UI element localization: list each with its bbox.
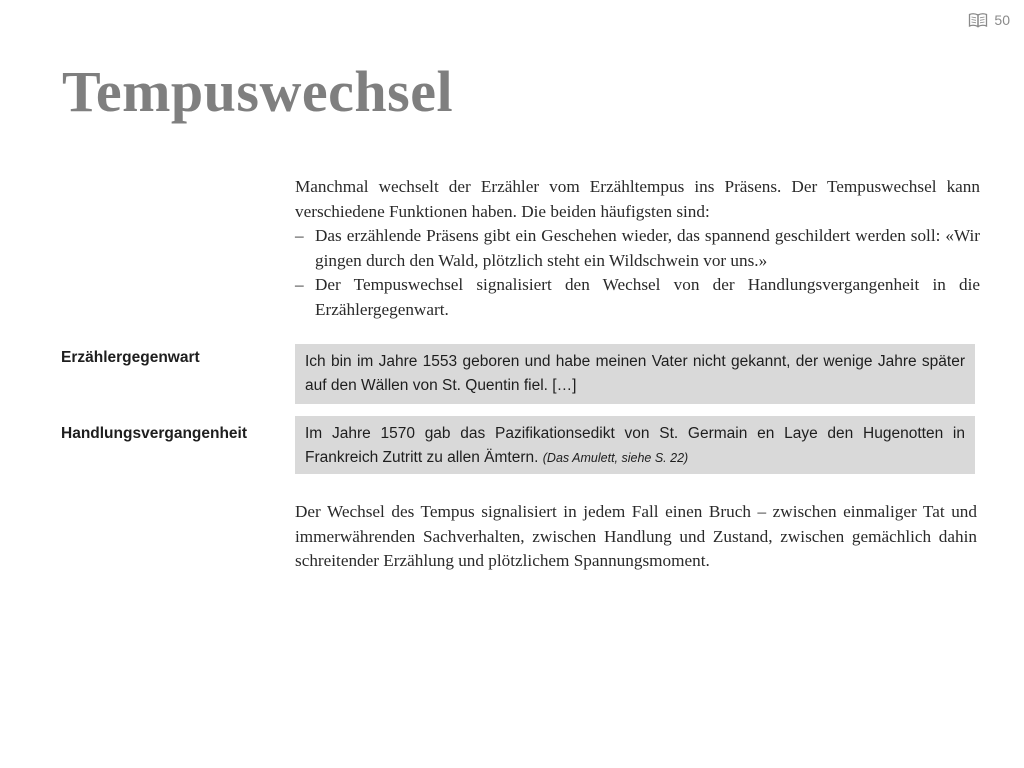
example-box-handlungsvergangenheit	[295, 416, 975, 474]
list-dash: –	[295, 275, 304, 294]
example-text: Im Jahre 1570 gab das Pazifikationsedikt von St. Germain en Laye den Hugenotten in Frankreich Zutritt zu allen Ämtern.	[305, 425, 965, 466]
example-text: Ich bin im Jahre 1553 geboren und habe meinen Vater nicht gekannt, der wenige Jahre später auf den Wällen von St. Quentin fiel. […]	[305, 353, 965, 394]
page-title: Tempuswechsel	[62, 59, 454, 124]
book-icon	[968, 12, 988, 28]
label-erzaehlergegenwart: Erzählergegenwart	[61, 349, 200, 366]
example-box-erzaehlergegenwart	[295, 344, 975, 404]
intro-section	[295, 175, 980, 322]
intro-paragraph: Manchmal wechselt der Erzähler vom Erzähltempus ins Präsens. Der Tempuswechsel kann verschiedene Funktionen haben. Die beiden häufigsten sind:	[295, 177, 980, 221]
list-item	[295, 273, 980, 322]
list-item-text: Der Tempuswechsel signalisiert den Wechsel von der Handlungsvergangenheit in die Erzählergegenwart.	[315, 275, 980, 319]
function-list	[295, 224, 980, 322]
page-reference	[968, 12, 1010, 28]
conclusion-paragraph: Der Wechsel des Tempus signalisiert in jedem Fall einen Bruch – zwischen einmaliger Tat und immerwährenden Sachverhalten, zwischen Handlung und Zustand, zwischen gemächlich dahin schreitender Erzählung und plötzlichem Spannungsmoment.	[295, 502, 977, 570]
list-item-text: Das erzählende Präsens gibt ein Geschehen wieder, das spannend geschildert werden soll: «Wir gingen durch den Wald, plötzlich steht ein Wildschwein vor uns.»	[315, 226, 980, 270]
page-number: 50	[994, 12, 1010, 28]
example-source: (Das Amulett, siehe S. 22)	[542, 451, 689, 465]
label-handlungsvergangenheit: Handlungsvergangenheit	[61, 425, 248, 442]
list-dash: –	[295, 226, 304, 245]
list-item	[295, 224, 980, 273]
